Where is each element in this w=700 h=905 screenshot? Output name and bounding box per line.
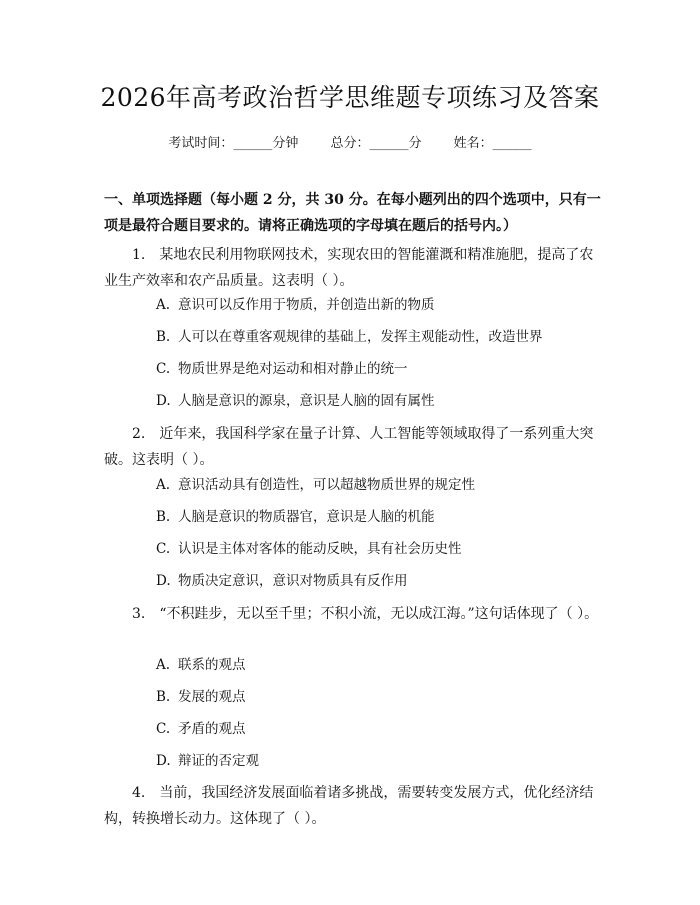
question-1-option-d bbox=[156, 391, 596, 411]
question-3-option-a bbox=[156, 655, 596, 675]
option-letter: B. bbox=[156, 509, 171, 525]
option-letter: B. bbox=[156, 689, 171, 705]
option-letter: B. bbox=[156, 329, 171, 345]
option-text: 意识可以反作用于物质，并创造出新的物质 bbox=[178, 297, 435, 313]
question-3-stem: 3. “不积跬步，无以至千里；不积小流，无以成江海。”这句话体现了（ ）。 bbox=[132, 606, 599, 622]
question-3-option-d bbox=[156, 751, 596, 771]
option-letter: A. bbox=[156, 657, 171, 673]
option-letter: D. bbox=[156, 573, 171, 589]
question-2-option-d bbox=[156, 571, 596, 591]
option-text: 人脑是意识的物质器官，意识是人脑的机能 bbox=[178, 509, 435, 525]
option-text: 矛盾的观点 bbox=[178, 721, 246, 737]
option-letter: A. bbox=[156, 477, 171, 493]
question-3-option-b bbox=[156, 687, 596, 707]
option-letter: A. bbox=[156, 297, 171, 313]
question-1-option-c bbox=[156, 359, 596, 379]
option-letter: C. bbox=[156, 721, 171, 737]
option-text: 人脑是意识的源泉，意识是人脑的固有属性 bbox=[178, 393, 435, 409]
question-2-option-b bbox=[156, 507, 596, 527]
exam-meta bbox=[0, 132, 700, 151]
total-score-field: 总分：______分 bbox=[330, 136, 422, 151]
option-text: 意识活动具有创造性，可以超越物质世界的规定性 bbox=[178, 477, 475, 493]
question-2-option-a bbox=[156, 475, 596, 495]
option-letter: D. bbox=[156, 753, 171, 769]
question-4-stem: 4. 当前，我国经济发展面临着诸多挑战，需要转变发展方式，优化经济结构，转换增长动力。这体现了（ ）。 bbox=[104, 785, 594, 827]
question-1-option-b bbox=[156, 327, 596, 347]
section-heading: 一、单项选择题（每小题 2 分，共 30 分。在每小题列出的四个选项中，只有一项是最符合题目要求的。请将正确选项的字母填在题后的括号内。） bbox=[104, 192, 601, 234]
question-1-option-a bbox=[156, 295, 596, 315]
option-text: 物质世界是绝对运动和相对静止的统一 bbox=[178, 361, 408, 377]
option-text: 物质决定意识，意识对物质具有反作用 bbox=[178, 573, 408, 589]
question-2-option-c bbox=[156, 539, 596, 559]
option-text: 辩证的否定观 bbox=[178, 753, 259, 769]
option-letter: C. bbox=[156, 361, 171, 377]
name-field: 姓名：______ bbox=[453, 136, 532, 151]
option-text: 人可以在尊重客观规律的基础上，发挥主观能动性，改造世界 bbox=[178, 329, 543, 345]
question-2-stem: 2. 近年来，我国科学家在量子计算、人工智能等领域取得了一系列重大突破。这表明（ ）。 bbox=[104, 426, 594, 468]
option-text: 认识是主体对客体的能动反映，具有社会历史性 bbox=[178, 541, 462, 557]
question-1-stem: 1. 某地农民利用物联网技术，实现农田的智能灌溉和精准施肥，提高了农业生产效率和农产品质量。这表明（ ）。 bbox=[104, 247, 594, 289]
option-text: 联系的观点 bbox=[178, 657, 246, 673]
option-text: 发展的观点 bbox=[178, 689, 246, 705]
option-letter: D. bbox=[156, 393, 171, 409]
option-letter: C. bbox=[156, 541, 171, 557]
exam-time-field: 考试时间：______分钟 bbox=[168, 136, 299, 151]
question-3-option-c bbox=[156, 719, 596, 739]
document-title: 2026年高考政治哲学思维题专项练习及答案 bbox=[100, 83, 600, 112]
